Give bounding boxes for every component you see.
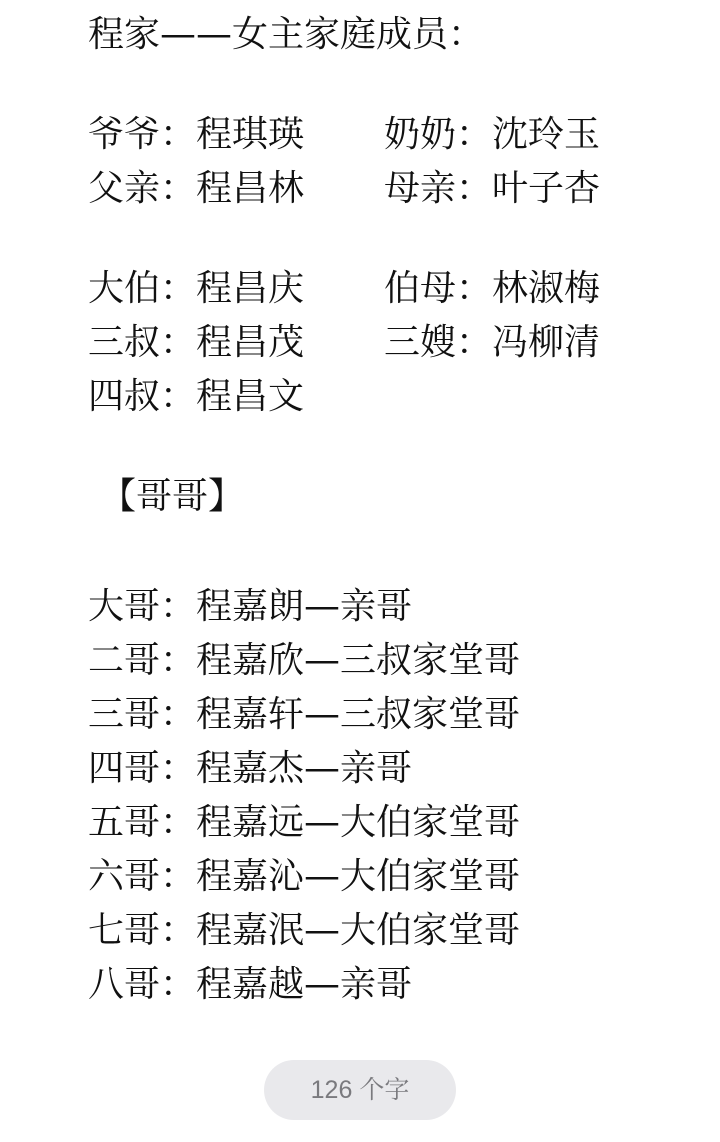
grandfather-entry: 爷爷：程琪瑛 <box>88 114 305 155</box>
fourth-uncle-entry: 四叔：程昌文 <box>88 376 305 417</box>
list-item: 四哥：程嘉杰—亲哥 <box>88 748 413 789</box>
elders-row-1 <box>88 108 708 162</box>
third-aunt-entry: 三嫂：冯柳清 <box>384 322 601 363</box>
list-item: 八哥：程嘉越—亲哥 <box>88 964 413 1005</box>
list-item: 七哥：程嘉泯—大伯家堂哥 <box>88 910 521 951</box>
uncles-row-3 <box>88 370 708 424</box>
word-count-badge[interactable]: 126 个字 <box>264 1060 456 1120</box>
elders-row-2 <box>88 162 708 216</box>
document-title: 程家——女主家庭成员： <box>88 14 485 55</box>
eldest-aunt-entry: 伯母：林淑梅 <box>384 268 601 309</box>
uncles-row-2 <box>88 316 708 370</box>
list-item: 大哥：程嘉朗—亲哥 <box>88 586 413 627</box>
list-item: 五哥：程嘉远—大伯家堂哥 <box>88 802 521 843</box>
brothers-heading: 【哥哥】 <box>100 476 245 517</box>
uncles-row-1 <box>88 262 708 316</box>
document-body[interactable] <box>88 8 708 1012</box>
mother-entry: 母亲：叶子杏 <box>384 168 601 209</box>
brothers-list <box>88 580 708 1012</box>
father-entry: 父亲：程昌林 <box>88 168 305 209</box>
list-item: 二哥：程嘉欣—三叔家堂哥 <box>88 640 521 681</box>
list-item: 六哥：程嘉沁—大伯家堂哥 <box>88 856 521 897</box>
list-item: 三哥：程嘉轩—三叔家堂哥 <box>88 694 521 735</box>
eldest-uncle-entry: 大伯：程昌庆 <box>88 268 305 309</box>
grandmother-entry: 奶奶：沈玲玉 <box>384 114 601 155</box>
third-uncle-entry: 三叔：程昌茂 <box>88 322 305 363</box>
